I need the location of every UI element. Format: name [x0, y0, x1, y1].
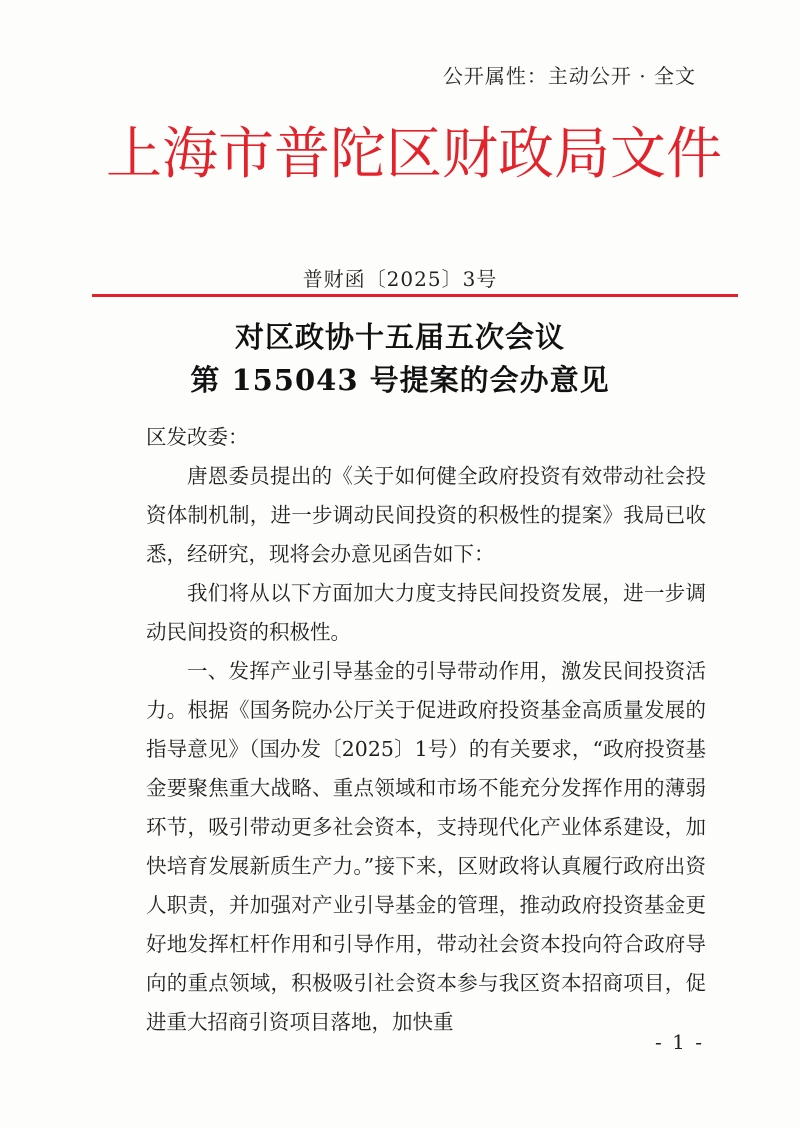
agency-header-title: 上海市普陀区财政局文件 — [106, 122, 722, 187]
document-title-line-2: 第 155043 号提案的会办意见 — [190, 363, 610, 397]
document-title-line-1: 对区政协十五届五次会议 — [234, 320, 565, 354]
body-paragraph: 一、发挥产业引导基金的引导带动作用，激发民间投资活力。根据《国务院办公厅关于促进政府投资基金高质量发展的指导意见》（国办发〔2025〕1号）的有关要求，“政府投资基金要聚焦重大战略、重点领域和市场不能充分发挥作用的薄弱环节，吸引带动更多社会资本，支持现代化产业体系建设，加快培育发展新质生产力。”接下来，区财政将认真履行政府出资人职责，并加强对产业引导基金的管理，推动政府投资基金更好地发挥杠杆作用和引导作用，带动社会资本投向符合政府导向的重点领域，积极吸引社会资本参与我区资本招商项目，促进重大招商引资项目落地，加快重 — [146, 659, 706, 1034]
salutation: 区发改委： — [146, 425, 249, 449]
document-number: 普财函〔2025〕3号 — [302, 267, 498, 291]
disclosure-attribute: 公开属性：主动公开 · 全文 — [442, 64, 696, 88]
body-paragraph: 我们将从以下方面加大力度支持民间投资发展，进一步调动民间投资的积极性。 — [146, 581, 706, 644]
document-body — [146, 418, 706, 1042]
page-number: - 1 - — [655, 1030, 704, 1054]
body-paragraph: 唐恩委员提出的《关于如何健全政府投资有效带动社会投资体制机制，进一步调动民间投资的积极性的提案》我局已收悉，经研究，现将会办意见函告如下： — [146, 464, 706, 566]
red-divider-line — [92, 294, 738, 297]
